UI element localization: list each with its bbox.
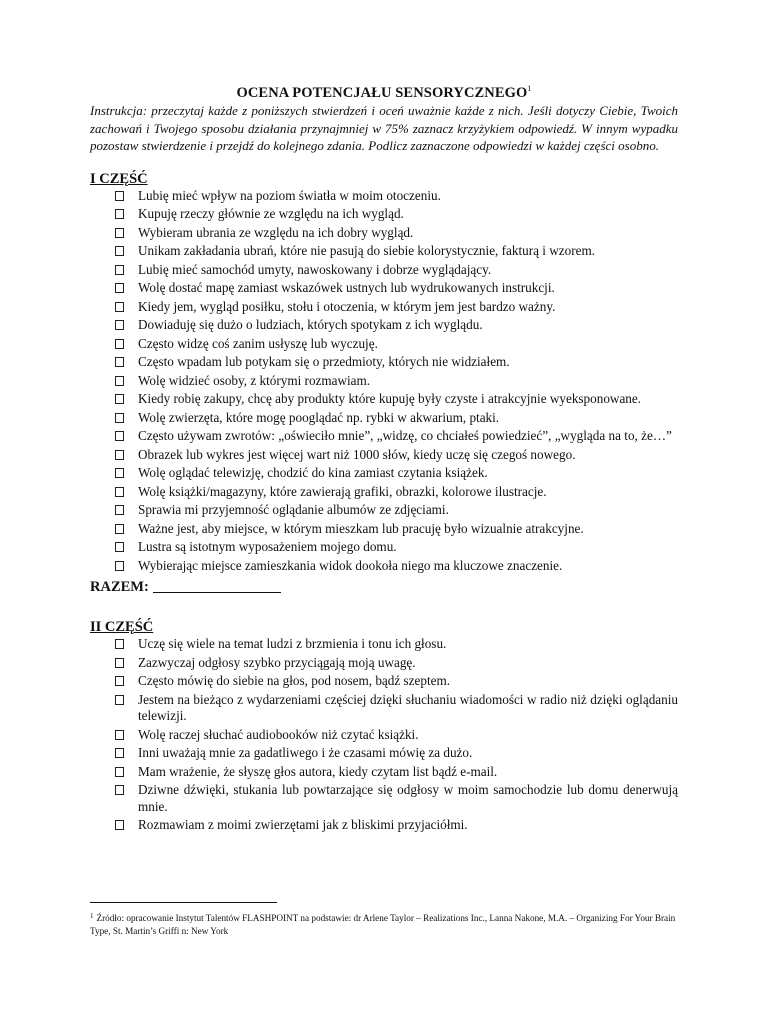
- checkbox-icon[interactable]: [115, 767, 124, 777]
- checkbox-icon[interactable]: [115, 524, 124, 534]
- checklist-item-text: Mam wrażenie, że słyszę głos autora, kiedy czytam list bądź e-mail.: [138, 763, 498, 779]
- checklist-item: [90, 817, 678, 834]
- footnote-divider: [90, 902, 277, 903]
- checklist-item: [90, 354, 678, 371]
- checkbox-icon[interactable]: [115, 283, 124, 293]
- checklist-item-text: Lubię mieć wpływ na poziom światła w moim otoczeniu.: [138, 187, 441, 203]
- checkbox-icon[interactable]: [115, 413, 124, 423]
- checkbox-icon[interactable]: [115, 561, 124, 571]
- checklist-item-text: Wolę książki/magazyny, które zawierają grafiki, obrazki, kolorowe ilustracje.: [138, 483, 547, 499]
- checkbox-icon[interactable]: [115, 820, 124, 830]
- checklist-item-text: Rozmawiam z moimi zwierzętami jak z bliskimi przyjaciółmi.: [138, 817, 468, 832]
- checklist-item-text: Kiedy robię zakupy, chcę aby produkty które kupuję były czyste i atrakcyjnie wyeksponowane.: [138, 391, 642, 406]
- checkbox-icon[interactable]: [115, 431, 124, 441]
- checklist-item-text: Lustra są istotnym wyposażeniem mojego domu.: [138, 539, 397, 554]
- checklist-item: [90, 391, 678, 408]
- checklist-item: [90, 262, 678, 279]
- checklist-item-text: Kupuję rzeczy głównie ze względu na ich wygląd.: [138, 206, 404, 221]
- checklist-item-text: Często widzę coś zanim usłyszę lub wyczuję.: [138, 335, 378, 351]
- checklist-item: [90, 692, 678, 725]
- checklist-item-text: Ważne jest, aby miejsce, w którym mieszkam lub pracuję było wizualnie atrakcyjne.: [138, 520, 584, 536]
- checklist-item: [90, 373, 678, 390]
- checklist-item: [90, 280, 678, 297]
- checklist-item-text: Jestem na bieżąco z wydarzeniami częściej dzięki słuchaniu wiadomości w radio niż dzięki oglądaniu telewizji.: [138, 691, 678, 723]
- checklist-item: [90, 782, 678, 815]
- checklist-item-text: Wolę widzieć osoby, z którymi rozmawiam.: [138, 372, 371, 388]
- total-blank-line[interactable]: [153, 592, 281, 593]
- checkbox-icon[interactable]: [115, 505, 124, 515]
- checkbox-icon[interactable]: [115, 265, 124, 275]
- checkbox-icon[interactable]: [115, 676, 124, 686]
- part2-checklist: [90, 636, 678, 834]
- footnote-text: Źródło: opracowanie Instytut Talentów FLASHPOINT na podstawie: dr Arlene Taylor – Realizations Inc., Lanna Nakone, M.A. – Organizing For Your Brain Type, St. Martin’s Griffi n: New York: [90, 913, 676, 936]
- footnote: [90, 910, 680, 938]
- checklist-item-text: Często mówię do siebie na głos, pod nosem, bądź szeptem.: [138, 673, 451, 688]
- checklist-item: [90, 243, 678, 260]
- document-title: [90, 80, 678, 102]
- checklist-item: [90, 745, 678, 762]
- checklist-item-text: Inni uważają mnie za gadatliwego i że czasami mówię za dużo.: [138, 745, 473, 760]
- checklist-item: [90, 727, 678, 744]
- checklist-item-text: Zazwyczaj odgłosy szybko przyciągają moją uwagę.: [138, 654, 416, 670]
- checkbox-icon[interactable]: [115, 639, 124, 649]
- checkbox-icon[interactable]: [115, 542, 124, 552]
- checklist-item: [90, 502, 678, 519]
- checkbox-icon[interactable]: [115, 357, 124, 367]
- checkbox-icon[interactable]: [115, 209, 124, 219]
- checklist-item-text: Wolę raczej słuchać audiobooków niż czytać książki.: [138, 726, 419, 742]
- checklist-item: [90, 764, 678, 781]
- checklist-item: [90, 188, 678, 205]
- checklist-item-text: Często wpadam lub potykam się o przedmioty, których nie widziałem.: [138, 354, 510, 369]
- checkbox-icon[interactable]: [115, 730, 124, 740]
- checklist-item: [90, 317, 678, 334]
- checkbox-icon[interactable]: [115, 376, 124, 386]
- total-row: [90, 578, 678, 596]
- checkbox-icon[interactable]: [115, 228, 124, 238]
- checklist-item: [90, 206, 678, 223]
- checklist-item-text: Wybierając miejsce zamieszkania widok dookoła niego ma kluczowe znaczenie.: [138, 557, 563, 573]
- checkbox-icon[interactable]: [115, 468, 124, 478]
- checkbox-icon[interactable]: [115, 785, 124, 795]
- checkbox-icon[interactable]: [115, 320, 124, 330]
- checklist-item: [90, 428, 678, 445]
- checklist-item-text: Obrazek lub wykres jest więcej wart niż 1000 słów, kiedy uczę się czegoś nowego.: [138, 446, 576, 462]
- checklist-item: [90, 410, 678, 427]
- checklist-item: [90, 447, 678, 464]
- checklist-item-text: Często używam zwrotów: „oświeciło mnie”, „widzę, co chciałeś powiedzieć”, „wygląda na to, że…”: [138, 428, 672, 443]
- total-label: RAZEM:: [90, 579, 149, 595]
- checklist-item: [90, 558, 678, 575]
- checkbox-icon[interactable]: [115, 658, 124, 668]
- checklist-item-text: Dowiaduję się dużo o ludziach, których spotykam z ich wyglądu.: [138, 317, 483, 332]
- checklist-item: [90, 299, 678, 316]
- checklist-item-text: Wolę dostać mapę zamiast wskazówek ustnych lub wydrukowanych instrukcji.: [138, 280, 555, 295]
- title-text: OCENA POTENCJAŁU SENSORYCZNEGO: [236, 85, 528, 101]
- checkbox-icon[interactable]: [115, 487, 124, 497]
- checkbox-icon[interactable]: [115, 450, 124, 460]
- checklist-item-text: Dziwne dźwięki, stukania lub powtarzające się odgłosy w moim samochodzie lub domu denerwują mnie.: [138, 782, 678, 814]
- instruction-text: Instrukcja: przeczytaj każde z poniższych stwierdzeń i oceń uważnie każde z nich. Jeśli dotyczy Ciebie, Twoich zachowań i Twojego sposobu działania przynajmniej w 75% zaznacz krzyżykiem odpowiedź. W innym wypadku pozostaw stwierdzenie i przejdź do kolejnego zdania. Podlicz zaznaczone odpowiedzi w każdej części osobno.: [90, 103, 678, 153]
- document-page: [90, 0, 678, 836]
- checkbox-icon[interactable]: [115, 191, 124, 201]
- checklist-item: [90, 539, 678, 556]
- checklist-item-text: Uczę się wiele na temat ludzi z brzmienia i tonu ich głosu.: [138, 636, 447, 651]
- checklist-item-text: Unikam zakładania ubrań, które nie pasują do siebie kolorystycznie, fakturą i wzorem.: [138, 243, 596, 258]
- checklist-item: [90, 636, 678, 653]
- checkbox-icon[interactable]: [115, 695, 124, 705]
- checklist-item: [90, 521, 678, 538]
- checkbox-icon[interactable]: [115, 246, 124, 256]
- checklist-item: [90, 225, 678, 242]
- checklist-item: [90, 336, 678, 353]
- checklist-item-text: Kiedy jem, wygląd posiłku, stołu i otoczenia, w którym jem jest bardzo ważny.: [138, 298, 556, 314]
- checkbox-icon[interactable]: [115, 339, 124, 349]
- part1-checklist: [90, 188, 678, 575]
- checklist-item: [90, 484, 678, 501]
- checklist-item-text: Wolę zwierzęta, które mogę pooglądać np. rybki w akwarium, ptaki.: [138, 409, 500, 425]
- footnote-mark: 1: [90, 912, 94, 920]
- part2-heading: II CZĘŚĆ: [90, 619, 154, 635]
- checklist-item-text: Lubię mieć samochód umyty, nawoskowany i dobrze wyglądający.: [138, 261, 492, 277]
- footnote-reference[interactable]: 1: [527, 84, 532, 93]
- checkbox-icon[interactable]: [115, 748, 124, 758]
- checklist-item-text: Sprawia mi przyjemność oglądanie albumów ze zdjęciami.: [138, 502, 449, 517]
- checklist-item-text: Wybieram ubrania ze względu na ich dobry wygląd.: [138, 224, 414, 240]
- part1-heading: I CZĘŚĆ: [90, 170, 148, 187]
- checklist-item: [90, 673, 678, 690]
- checkbox-icon[interactable]: [115, 302, 124, 312]
- checklist-item: [90, 655, 678, 672]
- checkbox-icon[interactable]: [115, 394, 124, 404]
- checklist-item-text: Wolę oglądać telewizję, chodzić do kina zamiast czytania książek.: [138, 465, 488, 480]
- checklist-item: [90, 465, 678, 482]
